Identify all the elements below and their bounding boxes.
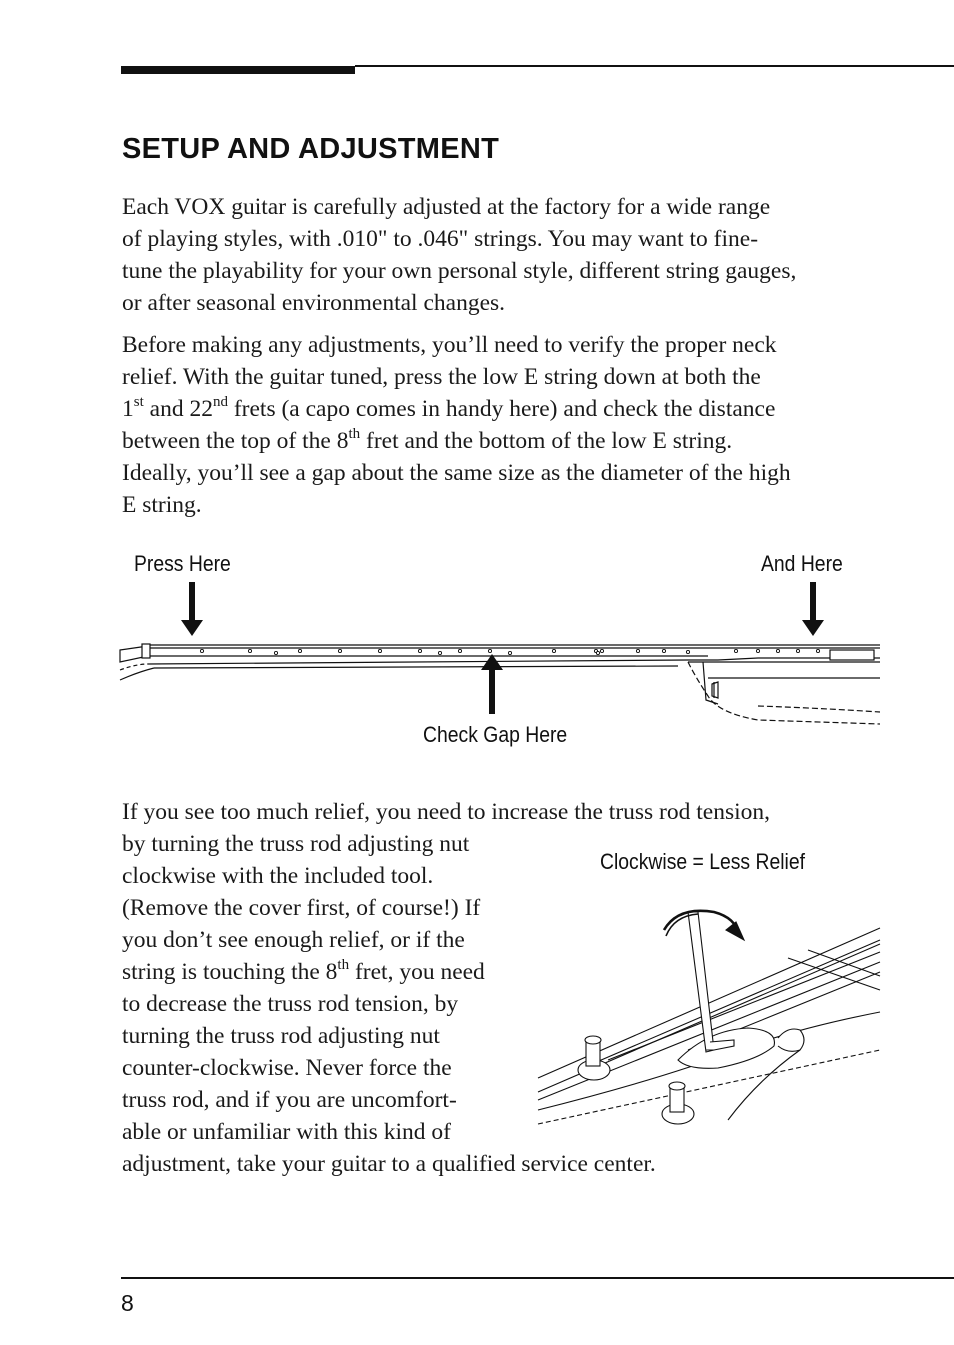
relief-line: Before making any adjustments, you’ll need to verify the proper neck bbox=[122, 332, 777, 358]
truss-line: string is touching the 8th fret, you need bbox=[122, 957, 485, 985]
check-gap-label: Check Gap Here bbox=[423, 722, 568, 747]
truss-line: truss rod, and if you are uncomfort- bbox=[122, 1087, 457, 1113]
clockwise-caption: Clockwise = Less Relief bbox=[600, 849, 805, 874]
header-rule-thin bbox=[355, 65, 954, 67]
section-title: SETUP AND ADJUSTMENT bbox=[122, 133, 500, 165]
intro-line: or after seasonal environmental changes. bbox=[122, 290, 506, 316]
intro-line: of playing styles, with .010" to .046" strings. You may want to fine- bbox=[122, 226, 759, 252]
truss-line: counter-clockwise. Never force the bbox=[122, 1055, 452, 1081]
page-number: 8 bbox=[121, 1290, 134, 1316]
truss-line: by turning the truss rod adjusting nut bbox=[122, 831, 470, 857]
header-rule-thick bbox=[121, 66, 355, 74]
footer-rule bbox=[121, 1277, 954, 1279]
truss-rod-diagram bbox=[538, 900, 880, 1128]
press-here-label: Press Here bbox=[134, 551, 231, 576]
relief-line: 1st and 22nd frets (a capo comes in handy here) and check the distance bbox=[122, 394, 776, 422]
and-here-arrow bbox=[802, 582, 824, 636]
truss-line: adjustment, take your guitar to a qualified service center. bbox=[122, 1151, 656, 1177]
truss-line: you don’t see enough relief, or if the bbox=[122, 927, 465, 953]
check-gap-arrow bbox=[481, 654, 503, 714]
truss-line: If you see too much relief, you need to increase the truss rod tension, bbox=[122, 799, 771, 825]
truss-line: to decrease the truss rod tension, by bbox=[122, 991, 459, 1017]
neck-relief-diagram bbox=[118, 578, 880, 746]
relief-line: E string. bbox=[122, 492, 202, 518]
truss-line: turning the truss rod adjusting nut bbox=[122, 1023, 440, 1049]
intro-line: Each VOX guitar is carefully adjusted at the factory for a wide range bbox=[122, 194, 771, 220]
relief-check-paragraph bbox=[122, 329, 791, 521]
press-arrow bbox=[181, 582, 203, 636]
relief-line: between the top of the 8th fret and the bottom of the low E string. bbox=[122, 426, 733, 454]
truss-line: able or unfamiliar with this kind of bbox=[122, 1119, 451, 1145]
truss-line: (Remove the cover first, of course!) If bbox=[122, 895, 481, 921]
relief-line: relief. With the guitar tuned, press the low E string down at both the bbox=[122, 364, 761, 390]
relief-line: Ideally, you’ll see a gap about the same size as the diameter of the high bbox=[122, 460, 791, 486]
intro-paragraph bbox=[122, 191, 796, 319]
intro-line: tune the playability for your own personal style, different string gauges, bbox=[122, 258, 797, 284]
and-here-label: And Here bbox=[761, 551, 843, 576]
truss-line: clockwise with the included tool. bbox=[122, 863, 434, 889]
